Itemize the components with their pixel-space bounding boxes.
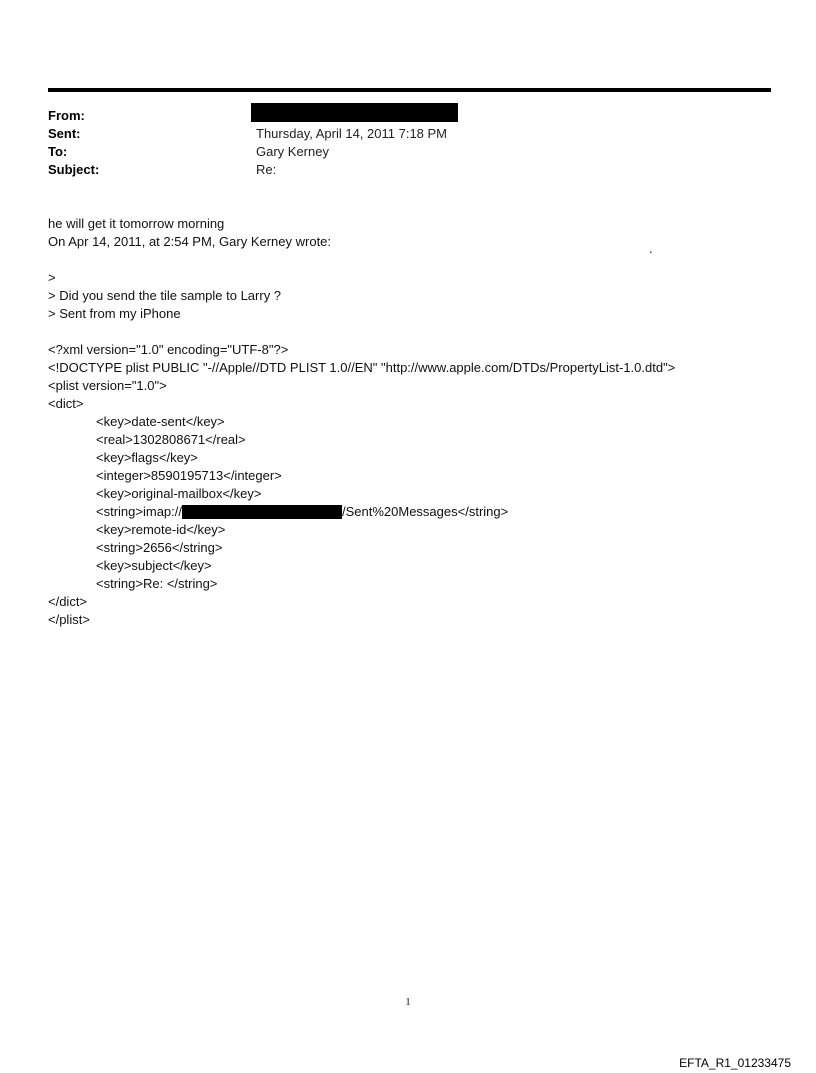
imap-prefix: <string>imap:// — [96, 504, 182, 519]
quoted-line: > Sent from my iPhone — [48, 306, 181, 321]
dict-entry: <key>subject</key> — [96, 558, 212, 573]
dict-entry: <string>Re: </string> — [96, 576, 218, 591]
header-divider-rule — [48, 88, 771, 92]
dict-entry-imap — [48, 503, 771, 521]
to-row — [48, 143, 771, 161]
bates-number: EFTA_R1_01233475 — [679, 1056, 791, 1070]
from-row — [48, 107, 771, 125]
plist-open: <plist version="1.0"> — [48, 378, 167, 393]
redaction-box — [182, 505, 342, 519]
from-label: From: — [48, 108, 85, 123]
quoted-line: > — [48, 270, 56, 285]
quoted-line: > Did you send the tile sample to Larry ? — [48, 288, 282, 303]
to-label: To: — [48, 144, 68, 159]
dict-entry: <key>original-mailbox</key> — [96, 486, 262, 501]
sent-value: Thursday, April 14, 2011 7:18 PM — [256, 126, 448, 141]
imap-suffix: /Sent%20Messages</string> — [342, 504, 509, 519]
dict-entry: <real>1302808671</real> — [96, 432, 246, 447]
subject-value: Re: — [256, 162, 277, 177]
doctype-line: <!DOCTYPE plist PUBLIC "-//Apple//DTD PLIST 1.0//EN" "http://www.apple.com/DTDs/PropertyList-1.0.dtd"> — [48, 360, 676, 375]
sent-label: Sent: — [48, 126, 81, 141]
subject-label: Subject: — [48, 162, 100, 177]
dict-entry: <key>date-sent</key> — [96, 414, 225, 429]
dict-entry: <integer>8590195713</integer> — [96, 468, 282, 483]
email-body — [48, 215, 771, 629]
spacer — [48, 323, 771, 341]
reply-line: he will get it tomorrow morning — [48, 216, 225, 231]
to-value: Gary Kerney — [256, 144, 329, 159]
sent-row — [48, 125, 771, 143]
email-header — [48, 107, 771, 179]
xml-declaration: <?xml version="1.0" encoding="UTF-8"?> — [48, 342, 289, 357]
spacer — [48, 251, 771, 269]
subject-row — [48, 161, 771, 179]
redaction-box — [251, 103, 458, 122]
dict-entry: <string>2656</string> — [96, 540, 223, 555]
dict-open: <dict> — [48, 396, 84, 411]
dict-entry: <key>remote-id</key> — [96, 522, 226, 537]
page-number: 1 — [405, 996, 411, 1008]
stray-mark: . — [649, 241, 653, 256]
dict-close: </dict> — [48, 594, 88, 609]
quote-intro: On Apr 14, 2011, at 2:54 PM, Gary Kerney wrote: — [48, 234, 332, 249]
plist-close: </plist> — [48, 612, 90, 627]
dict-entry: <key>flags</key> — [96, 450, 198, 465]
